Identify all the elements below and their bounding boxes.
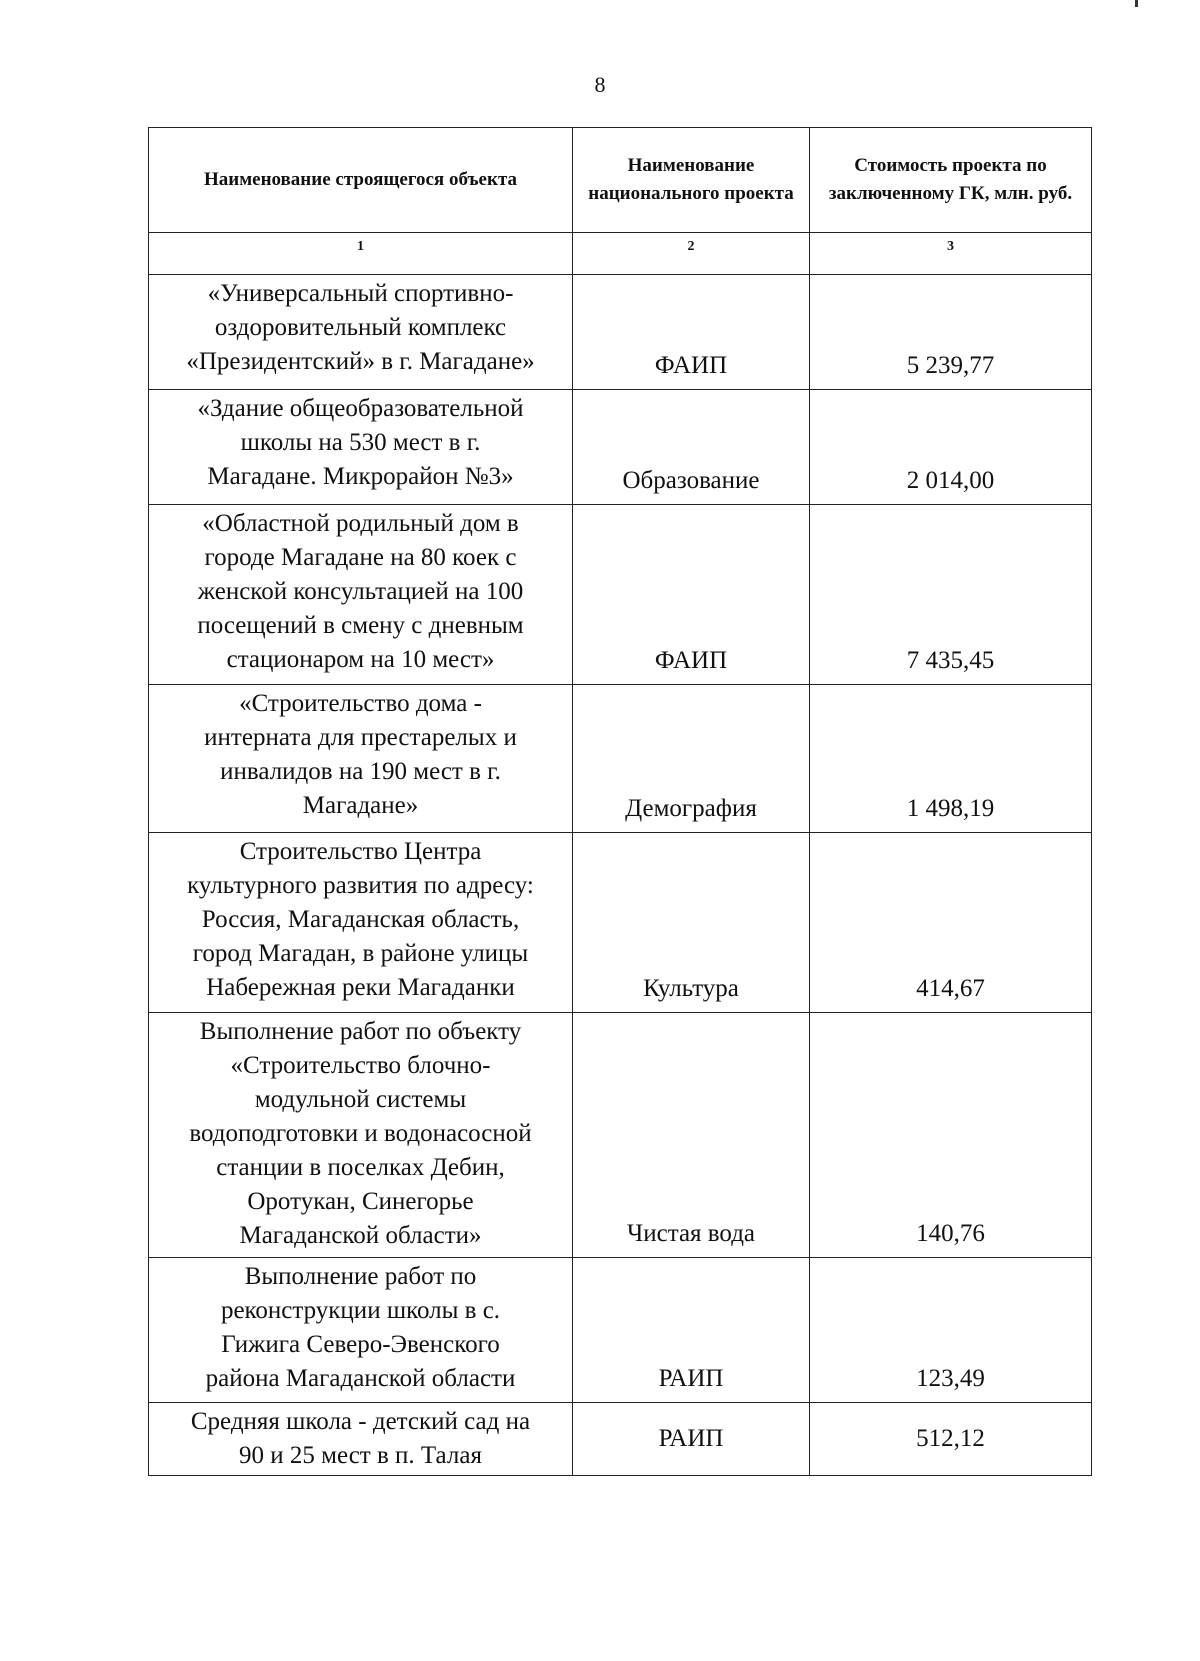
column-number: 3: [810, 233, 1092, 275]
object-name-cell: [149, 685, 573, 833]
object-name-line: город Магадан, в районе улицы: [192, 940, 529, 967]
header-object-name: Наименование строящегося объекта: [149, 128, 573, 233]
header-row: [149, 128, 1092, 233]
project-cost-cell: 123,49: [810, 1258, 1092, 1403]
object-name-cell: [149, 833, 573, 1013]
project-cost-cell: 140,76: [810, 1013, 1092, 1258]
object-name-line: Магадане. Микрорайон №3»: [207, 463, 514, 490]
object-name-line: Гижига Северо-Эвенского: [221, 1331, 500, 1358]
object-name-line: «Универсальный спортивно-: [207, 280, 514, 307]
object-name-line: Оротукан, Синегорье: [247, 1188, 474, 1215]
object-name-line: Выполнение работ по объекту: [199, 1018, 522, 1045]
table-row: [149, 390, 1092, 505]
project-cost-cell: 512,12: [810, 1403, 1092, 1476]
project-cost-cell: 414,67: [810, 833, 1092, 1013]
table-row: [149, 1013, 1092, 1258]
object-name-line: Набережная реки Магаданки: [206, 974, 515, 1001]
object-name-line: «Здание общеобразовательной: [197, 395, 524, 422]
table-row: [149, 1403, 1092, 1476]
object-name-line: культурного развития по адресу:: [187, 872, 534, 899]
object-name-line: модульной системы: [254, 1086, 467, 1113]
object-name-line: городе Магадане на 80 коек с: [204, 544, 517, 571]
header-national-project: Наименование национального проекта: [573, 128, 810, 233]
construction-projects-table: [148, 127, 1092, 1476]
object-name-line: станции в поселках Дебин,: [216, 1154, 505, 1181]
table-row: [149, 505, 1092, 685]
table-row: [149, 833, 1092, 1013]
object-name-cell: [149, 390, 573, 505]
object-name-cell: [149, 1013, 573, 1258]
national-project-cell: Чистая вода: [573, 1013, 810, 1258]
table-row: [149, 685, 1092, 833]
object-name-line: 90 и 25 мест в п. Талая: [239, 1442, 482, 1469]
project-cost-cell: 1 498,19: [810, 685, 1092, 833]
national-project-cell: Образование: [573, 390, 810, 505]
object-name-line: женской консультацией на 100: [197, 578, 524, 605]
page-number: 8: [594, 72, 606, 97]
object-name-cell: [149, 275, 573, 390]
object-name-line: Средняя школа - детский сад на: [190, 1408, 531, 1435]
header-project-cost: Стоимость проекта по заключенному ГК, млн. руб.: [810, 128, 1092, 233]
object-name-cell: [149, 1258, 573, 1403]
national-project-cell: Культура: [573, 833, 810, 1013]
object-name-line: «Строительство блочно-: [230, 1052, 491, 1079]
national-project-cell: Демография: [573, 685, 810, 833]
national-project-cell: ФАИП: [573, 275, 810, 390]
object-name-line: «Строительство дома -: [239, 690, 482, 717]
object-name-line: водоподготовки и водонасосной: [189, 1120, 532, 1147]
object-name-line: Выполнение работ по: [244, 1263, 477, 1290]
object-name-line: стационаром на 10 мест»: [226, 646, 495, 673]
project-cost-cell: 5 239,77: [810, 275, 1092, 390]
scan-speck: [1135, 0, 1138, 7]
object-name-line: «Областной родильный дом в: [202, 510, 519, 537]
project-cost-cell: 7 435,45: [810, 505, 1092, 685]
column-number-row: [149, 233, 1092, 275]
object-name-line: инвалидов на 190 мест в г.: [220, 758, 501, 785]
object-name-line: Россия, Магаданская область,: [201, 906, 520, 933]
object-name-line: района Магаданской области: [205, 1365, 516, 1392]
table-body: [149, 275, 1092, 1476]
column-number: 1: [149, 233, 573, 275]
column-number: 2: [573, 233, 810, 275]
object-name-line: посещений в смену с дневным: [197, 612, 524, 639]
national-project-cell: ФАИП: [573, 505, 810, 685]
project-cost-cell: 2 014,00: [810, 390, 1092, 505]
table-row: [149, 1258, 1092, 1403]
national-project-cell: РАИП: [573, 1403, 810, 1476]
object-name-line: реконструкции школы в с.: [220, 1297, 501, 1324]
national-project-cell: РАИП: [573, 1258, 810, 1403]
object-name-cell: [149, 1403, 573, 1476]
object-name-line: «Президентский» в г. Магадане»: [186, 348, 535, 375]
object-name-line: Магаданской области»: [239, 1222, 482, 1249]
table-row: [149, 275, 1092, 390]
object-name-line: школы на 530 мест в г.: [240, 429, 481, 456]
object-name-line: интерната для престарелых и: [204, 724, 517, 751]
object-name-cell: [149, 505, 573, 685]
object-name-line: Строительство Центра: [239, 838, 482, 865]
object-name-line: оздоровительный комплекс: [214, 314, 507, 341]
object-name-line: Магадане»: [302, 792, 419, 819]
